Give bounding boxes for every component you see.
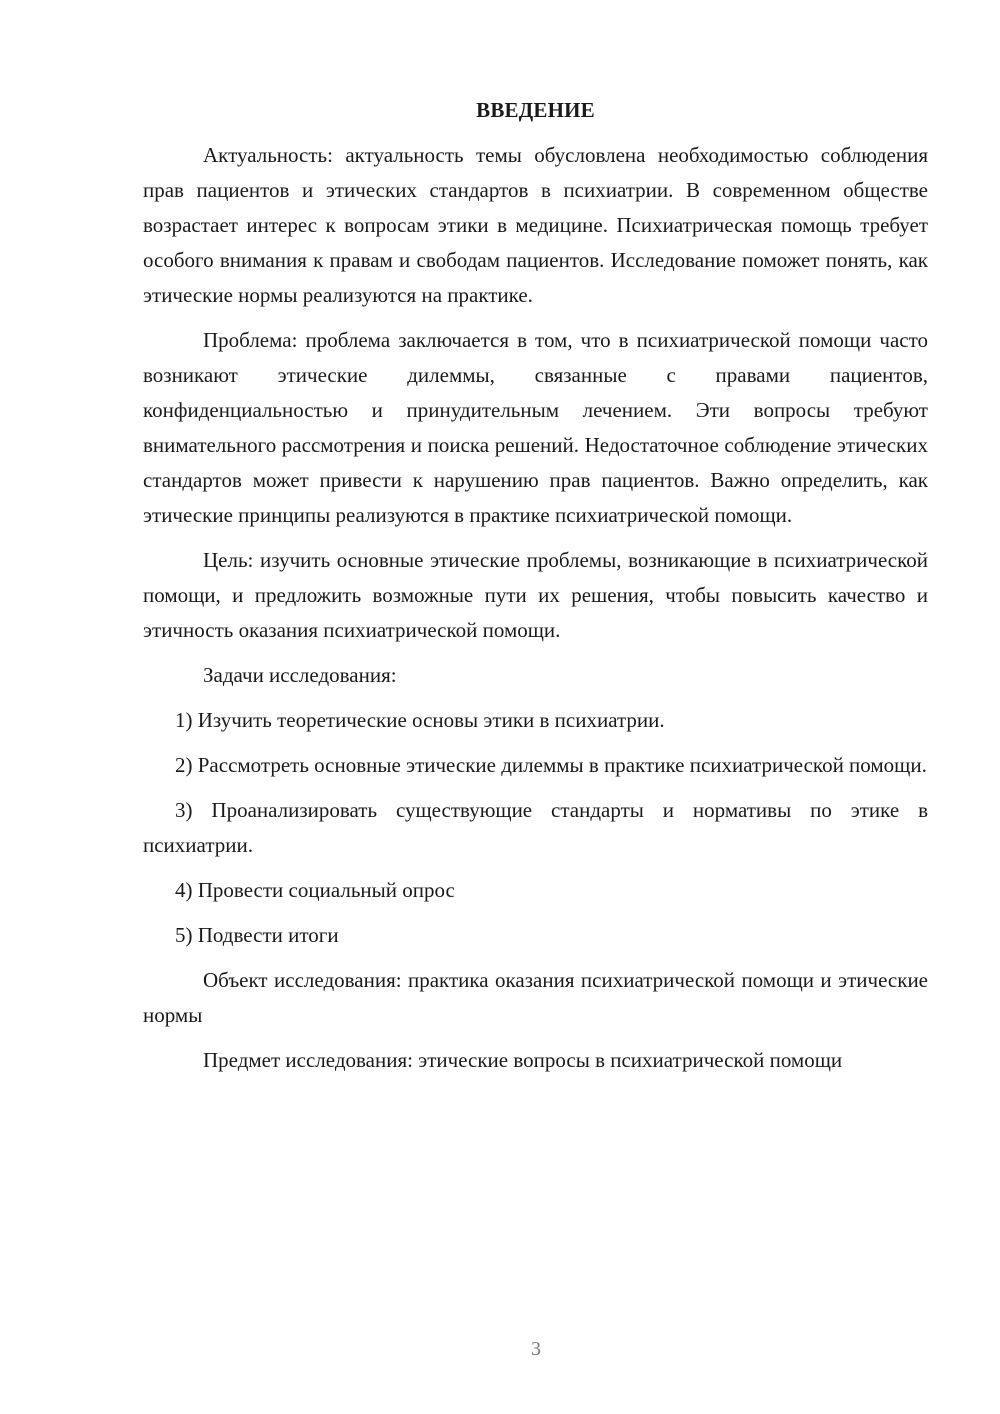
tasks-heading: Задачи исследования: [203, 663, 397, 687]
page-number: 3 [531, 1338, 541, 1360]
section-title: ВВЕДЕНИЕ [476, 98, 595, 122]
relevance-paragraph: Актуальность: актуальность темы обусловлена необходимостью соблюдения прав пациентов и этических стандартов в психиатрии. В современном обществе возрастает интерес к вопросам этики в медицине. Психиатрическая помощь требует особого внимания к правам и свободам пациентов. Исследование поможет понять, как этические нормы реализуются на практике. [143, 143, 928, 307]
problem-paragraph: Проблема: проблема заключается в том, что в психиатрической помощи часто возникают этические дилеммы, связанные с правами пациентов, конфиденциальностью и принудительным лечением. Эти вопросы требуют внимательного рассмотрения и поиска решений. Недостаточное соблюдение этических стандартов может привести к нарушению прав пациентов. Важно определить, как этические принципы реализуются в практике психиатрической помощи. [143, 328, 928, 527]
task-item-4: 4) Провести социальный опрос [175, 878, 455, 902]
task-item-1: 1) Изучить теоретические основы этики в психиатрии. [175, 708, 665, 732]
task-item-5: 5) Подвести итоги [175, 923, 339, 947]
goal-paragraph: Цель: изучить основные этические проблемы, возникающие в психиатрической помощи, и предложить возможные пути их решения, чтобы повысить качество и этичность оказания психиатрической помощи. [143, 548, 928, 642]
task-item-3: 3) Проанализировать существующие стандарты и нормативы по этике в психиатрии. [143, 798, 928, 857]
subject-paragraph: Предмет исследования: этические вопросы в психиатрической помощи [203, 1048, 843, 1072]
page-content [143, 93, 928, 1078]
object-paragraph: Объект исследования: практика оказания психиатрической помощи и этические нормы [143, 968, 928, 1027]
task-item-2: 2) Рассмотреть основные этические дилеммы в практике психиатрической помощи. [175, 753, 927, 777]
